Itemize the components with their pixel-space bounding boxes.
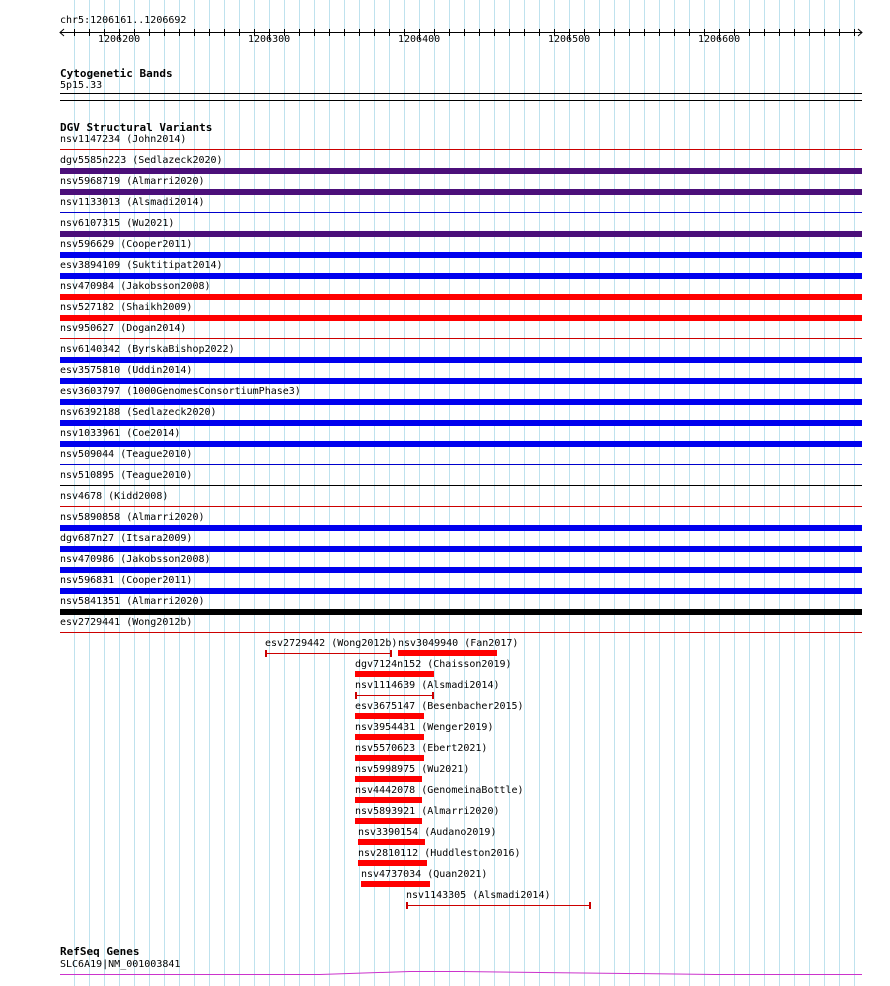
dgv-variant-label[interactable]: nsv527182 (Shaikh2009) <box>60 302 193 313</box>
refseq-gene-line[interactable] <box>60 972 862 975</box>
locus-label: chr5:1206161..1206692 <box>60 15 187 26</box>
dgv-variant-label[interactable]: nsv1114639 (Alsmadi2014) <box>355 680 500 691</box>
dgv-variant-label[interactable]: nsv5890858 (Almarri2020) <box>60 512 205 523</box>
dgv-variant-label[interactable]: nsv1143305 (Alsmadi2014) <box>406 890 551 901</box>
dgv-variant-bar[interactable] <box>355 713 424 719</box>
dgv-variant-bar[interactable] <box>60 567 862 573</box>
dgv-variant-bar[interactable] <box>398 650 497 656</box>
dgv-variant-bar[interactable] <box>60 378 862 384</box>
dgv-variant-bar[interactable] <box>60 338 862 339</box>
track-divider <box>60 100 862 101</box>
dgv-variant-bar[interactable] <box>60 632 862 633</box>
dgv-variant-start-cap <box>406 902 408 909</box>
dgv-variant-bar[interactable] <box>60 315 862 321</box>
dgv-variant-label[interactable]: nsv1033961 (Coe2014) <box>60 428 181 439</box>
dgv-track-title[interactable]: DGV Structural Variants <box>60 121 213 134</box>
cytoband-label: 5p15.33 <box>60 80 103 91</box>
ruler-tick-label: 1206300 <box>248 34 291 45</box>
dgv-variant-label[interactable]: nsv6107315 (Wu2021) <box>60 218 175 229</box>
dgv-variant-label[interactable]: nsv3390154 (Audano2019) <box>358 827 497 838</box>
dgv-variant-bar[interactable] <box>60 588 862 594</box>
dgv-variant-end-cap <box>390 650 392 657</box>
dgv-variant-label[interactable]: esv3894109 (Suktitipat2014) <box>60 260 223 271</box>
dgv-variant-label[interactable]: esv2729441 (Wong2012b) <box>60 617 193 628</box>
dgv-variant-label[interactable]: nsv5570623 (Ebert2021) <box>355 743 488 754</box>
dgv-variant-bar[interactable] <box>265 653 391 654</box>
refseq-gene-feature[interactable] <box>0 966 890 978</box>
dgv-variant-label[interactable]: nsv596831 (Cooper2011) <box>60 575 193 586</box>
dgv-variant-start-cap <box>355 692 357 699</box>
dgv-variant-bar[interactable] <box>355 776 422 782</box>
dgv-variant-bar[interactable] <box>60 464 862 465</box>
dgv-variant-bar[interactable] <box>406 905 590 906</box>
ruler-tick-label: 1206500 <box>548 34 591 45</box>
dgv-variant-bar[interactable] <box>355 755 424 761</box>
dgv-variant-bar[interactable] <box>60 189 862 195</box>
dgv-variant-bar[interactable] <box>60 546 862 552</box>
dgv-variant-bar[interactable] <box>60 506 862 507</box>
dgv-variant-bar[interactable] <box>355 695 433 696</box>
dgv-variant-label[interactable]: esv2729442 (Wong2012b) <box>265 638 398 649</box>
dgv-variant-bar[interactable] <box>60 231 862 237</box>
dgv-variant-bar[interactable] <box>361 881 430 887</box>
dgv-variant-bar[interactable] <box>60 273 862 279</box>
dgv-variant-label[interactable]: nsv4737034 (Quan2021) <box>361 869 488 880</box>
dgv-variant-label[interactable]: nsv950627 (Dogan2014) <box>60 323 187 334</box>
ruler-tick-label: 1206600 <box>698 34 741 45</box>
dgv-variant-label[interactable]: esv3575810 (Uddin2014) <box>60 365 193 376</box>
dgv-variant-bar[interactable] <box>60 149 862 150</box>
dgv-variant-label[interactable]: nsv3049940 (Fan2017) <box>398 638 519 649</box>
dgv-variant-label[interactable]: nsv1147234 (John2014) <box>60 134 187 145</box>
dgv-variant-bar[interactable] <box>355 671 434 677</box>
dgv-variant-label[interactable]: nsv5893921 (Almarri2020) <box>355 806 500 817</box>
dgv-variant-label[interactable]: nsv2810112 (Huddleston2016) <box>358 848 521 859</box>
dgv-variant-bar[interactable] <box>60 168 862 174</box>
dgv-variant-label[interactable]: nsv1133013 (Alsmadi2014) <box>60 197 205 208</box>
dgv-variant-label[interactable]: nsv3954431 (Wenger2019) <box>355 722 494 733</box>
dgv-variant-bar[interactable] <box>60 399 862 405</box>
dgv-variant-label[interactable]: nsv6392188 (Sedlazeck2020) <box>60 407 217 418</box>
refseq-gene-label[interactable]: SLC6A19|NM_001003841 <box>60 959 181 970</box>
dgv-variant-bar[interactable] <box>60 294 862 300</box>
dgv-variant-label[interactable]: nsv4678 (Kidd2008) <box>60 491 169 502</box>
dgv-variant-end-cap <box>432 692 434 699</box>
dgv-variant-bar[interactable] <box>60 420 862 426</box>
dgv-variant-label[interactable]: esv3603797 (1000GenomesConsortiumPhase3) <box>60 386 301 397</box>
dgv-variant-bar[interactable] <box>60 357 862 363</box>
dgv-variant-label[interactable]: nsv6140342 (ByrskaBishop2022) <box>60 344 235 355</box>
dgv-variant-bar[interactable] <box>60 252 862 258</box>
dgv-variant-bar[interactable] <box>60 485 862 486</box>
dgv-variant-label[interactable]: dgv687n27 (Itsara2009) <box>60 533 193 544</box>
dgv-variant-end-cap <box>589 902 591 909</box>
dgv-variant-label[interactable]: dgv5585n223 (Sedlazeck2020) <box>60 155 223 166</box>
dgv-variant-start-cap <box>265 650 267 657</box>
dgv-variant-label[interactable]: nsv5968719 (Almarri2020) <box>60 176 205 187</box>
dgv-variant-bar[interactable] <box>60 212 862 213</box>
dgv-variant-bar[interactable] <box>355 818 422 824</box>
dgv-variant-bar[interactable] <box>60 609 862 615</box>
dgv-variant-label[interactable]: nsv510895 (Teague2010) <box>60 470 193 481</box>
dgv-variant-bar[interactable] <box>60 441 862 447</box>
dgv-variant-bar[interactable] <box>358 860 427 866</box>
dgv-variant-label[interactable]: nsv470984 (Jakobsson2008) <box>60 281 211 292</box>
dgv-variant-label[interactable]: nsv596629 (Cooper2011) <box>60 239 193 250</box>
refseq-track-title[interactable]: RefSeq Genes <box>60 945 140 958</box>
dgv-variant-bar[interactable] <box>355 797 422 803</box>
dgv-variant-label[interactable]: esv3675147 (Besenbacher2015) <box>355 701 524 712</box>
dgv-variant-label[interactable]: nsv509044 (Teague2010) <box>60 449 193 460</box>
cytoband-track-title[interactable]: Cytogenetic Bands <box>60 67 173 80</box>
dgv-variant-bar[interactable] <box>358 839 425 845</box>
dgv-variant-bar[interactable] <box>355 734 424 740</box>
cytoband-bar[interactable] <box>60 93 862 94</box>
dgv-variant-bar[interactable] <box>60 525 862 531</box>
dgv-variant-label[interactable]: dgv7124n152 (Chaisson2019) <box>355 659 512 670</box>
ruler-tick-label: 1206200 <box>98 34 141 45</box>
dgv-variant-label[interactable]: nsv470986 (Jakobsson2008) <box>60 554 211 565</box>
ruler-tick-label: 1206400 <box>398 34 441 45</box>
dgv-variant-label[interactable]: nsv4442078 (GenomeinaBottle) <box>355 785 524 796</box>
dgv-variant-label[interactable]: nsv5841351 (Almarri2020) <box>60 596 205 607</box>
dgv-variant-label[interactable]: nsv5998975 (Wu2021) <box>355 764 470 775</box>
